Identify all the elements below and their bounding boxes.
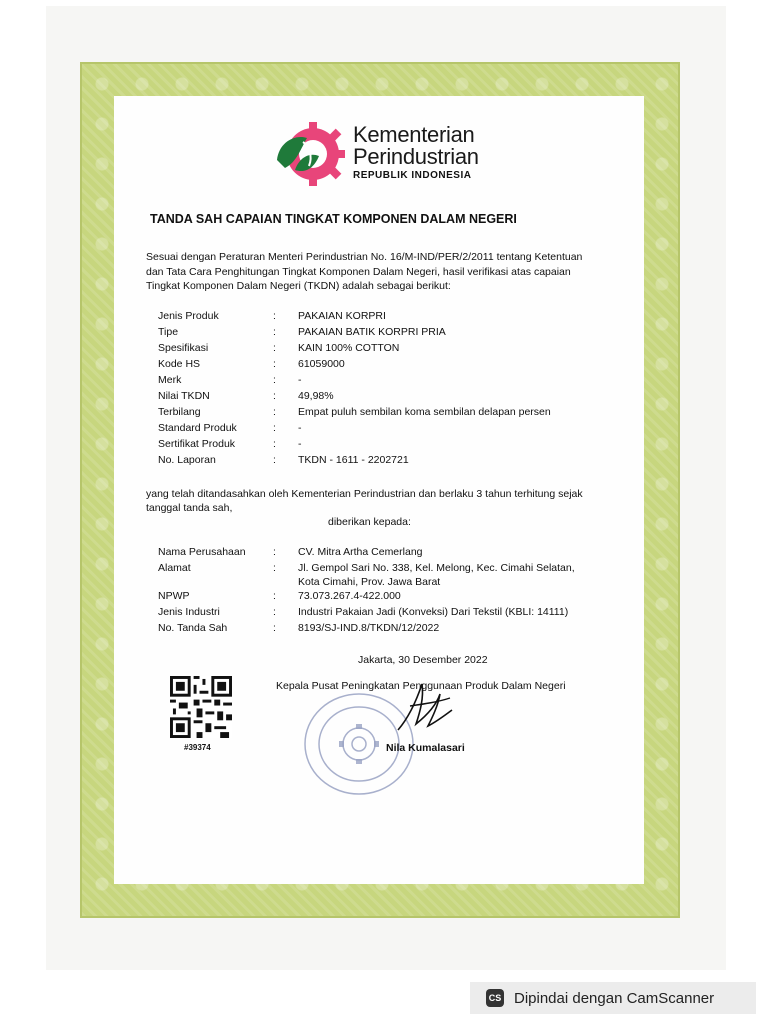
field-value: PAKAIAN BATIK KORPRI PRIA bbox=[298, 326, 446, 338]
given-to-label: diberikan kepada: bbox=[328, 516, 411, 528]
field-label: No. Laporan bbox=[158, 454, 216, 466]
field-label: Kode HS bbox=[158, 358, 201, 370]
field-value: Empat puluh sembilan koma sembilan delapan persen bbox=[298, 406, 551, 418]
field-label: NPWP bbox=[158, 590, 190, 602]
colon: : bbox=[273, 606, 276, 618]
field-label: Terbilang bbox=[158, 406, 201, 418]
validity-paragraph: yang telah ditandasahkan oleh Kementerian Perindustrian dan berlaku 3 tahun terhitung sejak tanggal tanda sah, bbox=[146, 488, 583, 514]
field-label: Nama Perusahaan bbox=[158, 546, 246, 558]
field-value: 8193/SJ-IND.8/TKDN/12/2022 bbox=[298, 622, 440, 634]
field-label: Sertifikat Produk bbox=[158, 438, 236, 450]
colon: : bbox=[273, 622, 276, 634]
colon: : bbox=[273, 422, 276, 434]
colon: : bbox=[273, 562, 276, 574]
colon: : bbox=[273, 438, 276, 450]
colon: : bbox=[273, 310, 276, 322]
field-label: No. Tanda Sah bbox=[158, 622, 228, 634]
field-value: 73.073.267.4-422.000 bbox=[298, 590, 401, 602]
field-value: Industri Pakaian Jadi (Konveksi) Dari Tekstil (KBLI: 14111) bbox=[298, 606, 569, 618]
logo-text-line1: Kementerian bbox=[353, 122, 475, 147]
colon: : bbox=[273, 546, 276, 558]
field-value: - bbox=[298, 422, 302, 434]
signature-icon bbox=[380, 676, 470, 738]
colon: : bbox=[273, 390, 276, 402]
signatory-name: Nila Kumalasari bbox=[386, 742, 465, 754]
intro-paragraph: Sesuai dengan Peraturan Menteri Perindustrian No. 16/M-IND/PER/2/2011 tentang Ketentuan dan Tata Cara Penghitungan Tingkat Komponen Dalam Negeri, hasil verifikasi atas capaian Tingkat Komponen Dalam Negeri (TKDN) adalah sebagai berikut: bbox=[146, 251, 583, 292]
field-label: Spesifikasi bbox=[158, 342, 209, 354]
field-value: Jl. Gempol Sari No. 338, Kel. Melong, Kec. Cimahi Selatan, bbox=[298, 562, 575, 574]
colon: : bbox=[273, 454, 276, 466]
field-value: 49,98% bbox=[298, 390, 334, 402]
camscanner-watermark bbox=[470, 982, 756, 1014]
field-label: Merk bbox=[158, 374, 182, 386]
qr-number: #39374 bbox=[184, 743, 211, 752]
field-value: - bbox=[298, 438, 302, 450]
field-label: Jenis Industri bbox=[158, 606, 220, 618]
field-value-line2: Kota Cimahi, Prov. Jawa Barat bbox=[298, 576, 441, 588]
signatory-title: Kepala Pusat Peningkatan Penggunaan Produk Dalam Negeri bbox=[276, 680, 566, 692]
document-title: TANDA SAH CAPAIAN TINGKAT KOMPONEN DALAM NEGERI bbox=[150, 212, 517, 226]
field-label: Alamat bbox=[158, 562, 191, 574]
gear-leaf-icon bbox=[273, 120, 349, 188]
field-value: PAKAIAN KORPRI bbox=[298, 310, 386, 322]
field-value: 61059000 bbox=[298, 358, 345, 370]
field-label: Tipe bbox=[158, 326, 179, 338]
colon: : bbox=[273, 406, 276, 418]
issue-date: Jakarta, 30 Desember 2022 bbox=[358, 654, 488, 666]
field-label: Nilai TKDN bbox=[158, 390, 210, 402]
logo-text-line3: REPUBLIK INDONESIA bbox=[353, 170, 472, 181]
field-value: CV. Mitra Artha Cemerlang bbox=[298, 546, 423, 558]
field-label: Standard Produk bbox=[158, 422, 237, 434]
logo-text-line2: Perindustrian bbox=[353, 144, 479, 169]
colon: : bbox=[273, 326, 276, 338]
field-label: Jenis Produk bbox=[158, 310, 219, 322]
colon: : bbox=[273, 374, 276, 386]
camscanner-text: Dipindai dengan CamScanner bbox=[514, 989, 715, 1007]
colon: : bbox=[273, 590, 276, 602]
qr-code-icon bbox=[170, 676, 232, 738]
camscanner-logo-icon: CS bbox=[486, 989, 504, 1007]
ministry-logo bbox=[273, 120, 503, 192]
colon: : bbox=[273, 358, 276, 370]
field-value: - bbox=[298, 374, 302, 386]
colon: : bbox=[273, 342, 276, 354]
field-value: TKDN - 1611 - 2202721 bbox=[298, 454, 409, 466]
field-value: KAIN 100% COTTON bbox=[298, 342, 400, 354]
